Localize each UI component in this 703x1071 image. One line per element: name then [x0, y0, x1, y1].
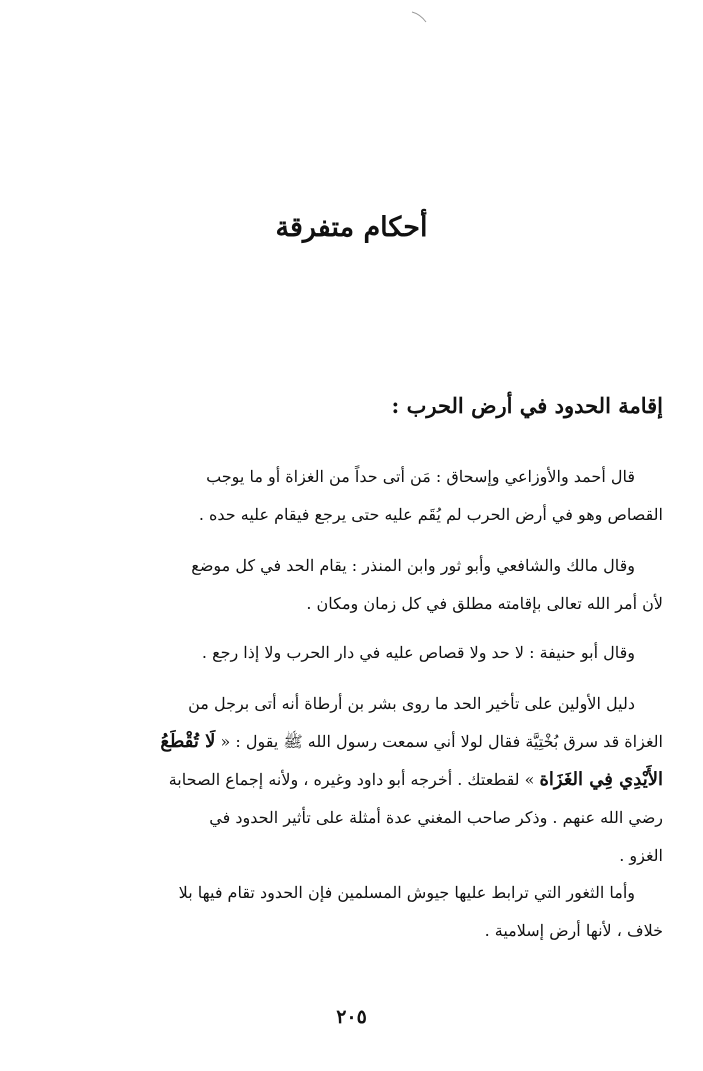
paragraph-line: وقال أبو حنيفة : لا حد ولا قصاص عليه في دار الحرب ولا إذا رجع .	[201, 643, 635, 662]
paragraph-line: قال أحمد والأوزاعي وإسحاق : مَن أتى حداً من الغزاة أو ما يوجب	[206, 467, 635, 486]
paragraph-line: خلاف ، لأنها أرض إسلامية .	[484, 921, 663, 940]
paragraph-text: الغزاة قد سرق بُخْتِيَّة فقال لولا أني سمعت رسول الله ﷺ يقول : «	[215, 732, 663, 751]
page-number: ٢٠٥	[336, 1006, 367, 1028]
paragraph-line: لأن أمر الله تعالى بإقامته مطلق في كل زمان ومكان .	[306, 594, 663, 613]
paragraph-line: وأما الثغور التي ترابط عليها جيوش المسلمين فإن الحدود تقام فيها بلا	[178, 883, 635, 902]
paragraph-line	[116, 723, 663, 761]
chapter-title: أحكام متفرقة	[275, 212, 428, 243]
paragraph-3	[116, 634, 663, 672]
paragraph-line: القصاص وهو في أرض الحرب لم يُقَم عليه حتى يرجع فيقام عليه حده .	[198, 505, 663, 524]
paragraph-line: وقال مالك والشافعي وأبو ثور وابن المنذر : يقام الحد في كل موضع	[191, 556, 635, 575]
paragraph-line: الغزو .	[619, 846, 663, 865]
paragraph-1	[116, 458, 663, 534]
scan-mark	[410, 8, 430, 24]
section-heading: إقامة الحدود في أرض الحرب :	[391, 393, 663, 418]
paragraph-line	[116, 761, 663, 799]
hadith-quote: لَا تُقْطَعُ	[160, 731, 216, 752]
hadith-quote: الأَيْدِي فِي الغَزَاة	[539, 769, 663, 790]
paragraph-text: » لقطعتك . أخرجه أبو داود وغيره ، ولأنه إجماع الصحابة	[168, 770, 540, 789]
paragraph-4	[116, 685, 663, 875]
paragraph-line: رضي الله عنهم . وذكر صاحب المغني عدة أمثلة على تأثير الحدود في	[209, 808, 663, 827]
paragraph-5	[116, 874, 663, 950]
paragraph-line: دليل الأولين على تأخير الحد ما روى بشر بن أرطاة أنه أتى برجل من	[188, 694, 635, 713]
paragraph-2	[116, 547, 663, 623]
